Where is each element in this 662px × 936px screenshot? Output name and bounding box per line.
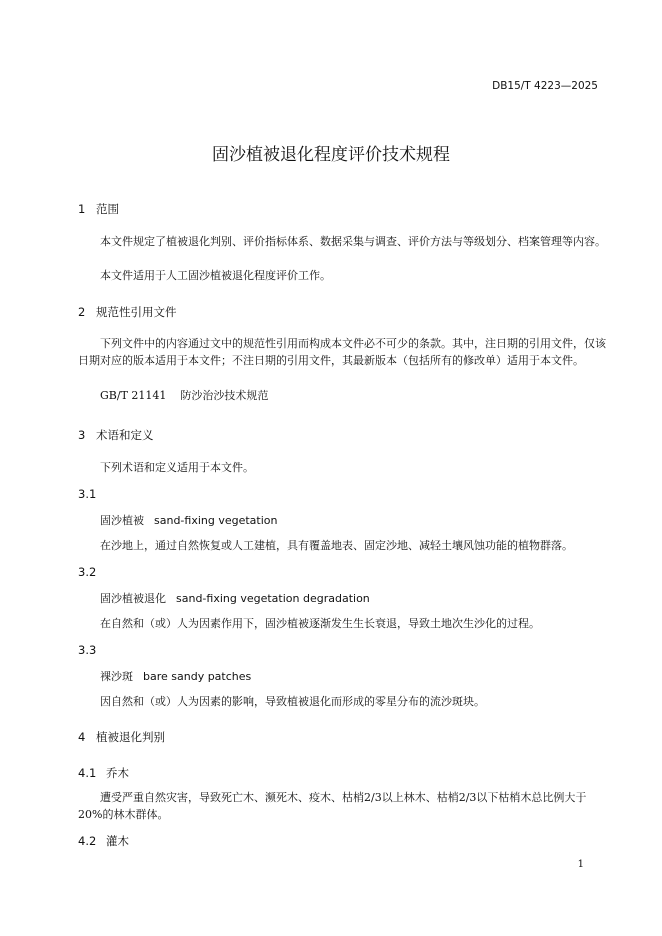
- term-definition: 在沙地上，通过自然恢复或人工建植，具有覆盖地表、固定沙地、减轻土壤风蚀功能的植物群落。: [100, 539, 573, 552]
- subsection-4-2-number: 4.2: [78, 834, 97, 848]
- section-2-paragraph-1: 下列文件中的内容通过文中的规范性引用而构成本文件必不可少的条款。其中，注日期的引用文件，仅该日期对应的版本适用于本文件；不注日期的引用文件，其最新版本（包括所有的修改单）适用于本文件。: [78, 337, 606, 367]
- normative-reference: [100, 387, 268, 404]
- section-4-title: 植被退化判别: [96, 730, 165, 744]
- term-number: 3.1: [78, 487, 97, 501]
- term-number: 3.3: [78, 643, 97, 657]
- section-2-title: 规范性引用文件: [96, 305, 177, 319]
- term-number: 3.2: [78, 565, 97, 579]
- term-entry: [100, 668, 251, 684]
- subsection-4-1-number: 4.1: [78, 766, 97, 780]
- subsection-4-2-heading: [78, 833, 129, 849]
- subsection-4-1-title: 乔木: [106, 766, 129, 780]
- term-entry: [100, 590, 370, 606]
- term-zh: 裸沙斑: [100, 670, 133, 683]
- section-4-heading: [78, 729, 165, 745]
- subsection-4-2-title: 灌木: [106, 834, 129, 848]
- reference-title: 防沙治沙技术规范: [180, 389, 269, 402]
- section-1-paragraph-1: 本文件规定了植被退化判别、评价指标体系、数据采集与调查、评价方法与等级划分、档案管理等内容。: [100, 235, 606, 248]
- term-en: sand-fixing vegetation degradation: [176, 592, 370, 605]
- term-entry: [100, 512, 278, 528]
- section-4-number: 4: [78, 730, 86, 744]
- section-1-title: 范围: [96, 202, 119, 216]
- page-number: 1: [577, 859, 584, 870]
- term-zh: 固沙植被: [100, 514, 144, 527]
- document-title: 固沙植被退化程度评价技术规程: [212, 145, 450, 165]
- section-1-number: 1: [78, 202, 86, 216]
- term-definition: 因自然和（或）人为因素的影响，导致植被退化而形成的零星分布的流沙斑块。: [100, 695, 485, 708]
- document-code: DB15/T 4223—2025: [492, 80, 598, 92]
- term-definition: 在自然和（或）人为因素作用下，固沙植被逐渐发生生长衰退，导致土地次生沙化的过程。: [100, 617, 540, 630]
- section-3-intro: 下列术语和定义适用于本文件。: [100, 461, 254, 474]
- section-3-title: 术语和定义: [96, 428, 154, 442]
- section-2-heading: [78, 304, 177, 320]
- section-3-number: 3: [78, 428, 86, 442]
- reference-code: GB/T 21141: [100, 389, 167, 402]
- term-en: sand-fixing vegetation: [154, 514, 278, 527]
- section-3-heading: [78, 427, 154, 443]
- section-1-heading: [78, 201, 119, 217]
- subsection-4-1-heading: [78, 765, 129, 781]
- section-1-paragraph-2: 本文件适用于人工固沙植被退化程度评价工作。: [100, 269, 331, 282]
- term-zh: 固沙植被退化: [100, 592, 166, 605]
- subsection-4-1-paragraph: 遭受严重自然灾害，导致死亡木、濒死木、疫木、枯梢2/3以上林木、枯梢2/3以下枯梢木总比例大于20%的林木群体。: [78, 791, 587, 821]
- term-en: bare sandy patches: [143, 670, 252, 683]
- section-2-number: 2: [78, 305, 86, 319]
